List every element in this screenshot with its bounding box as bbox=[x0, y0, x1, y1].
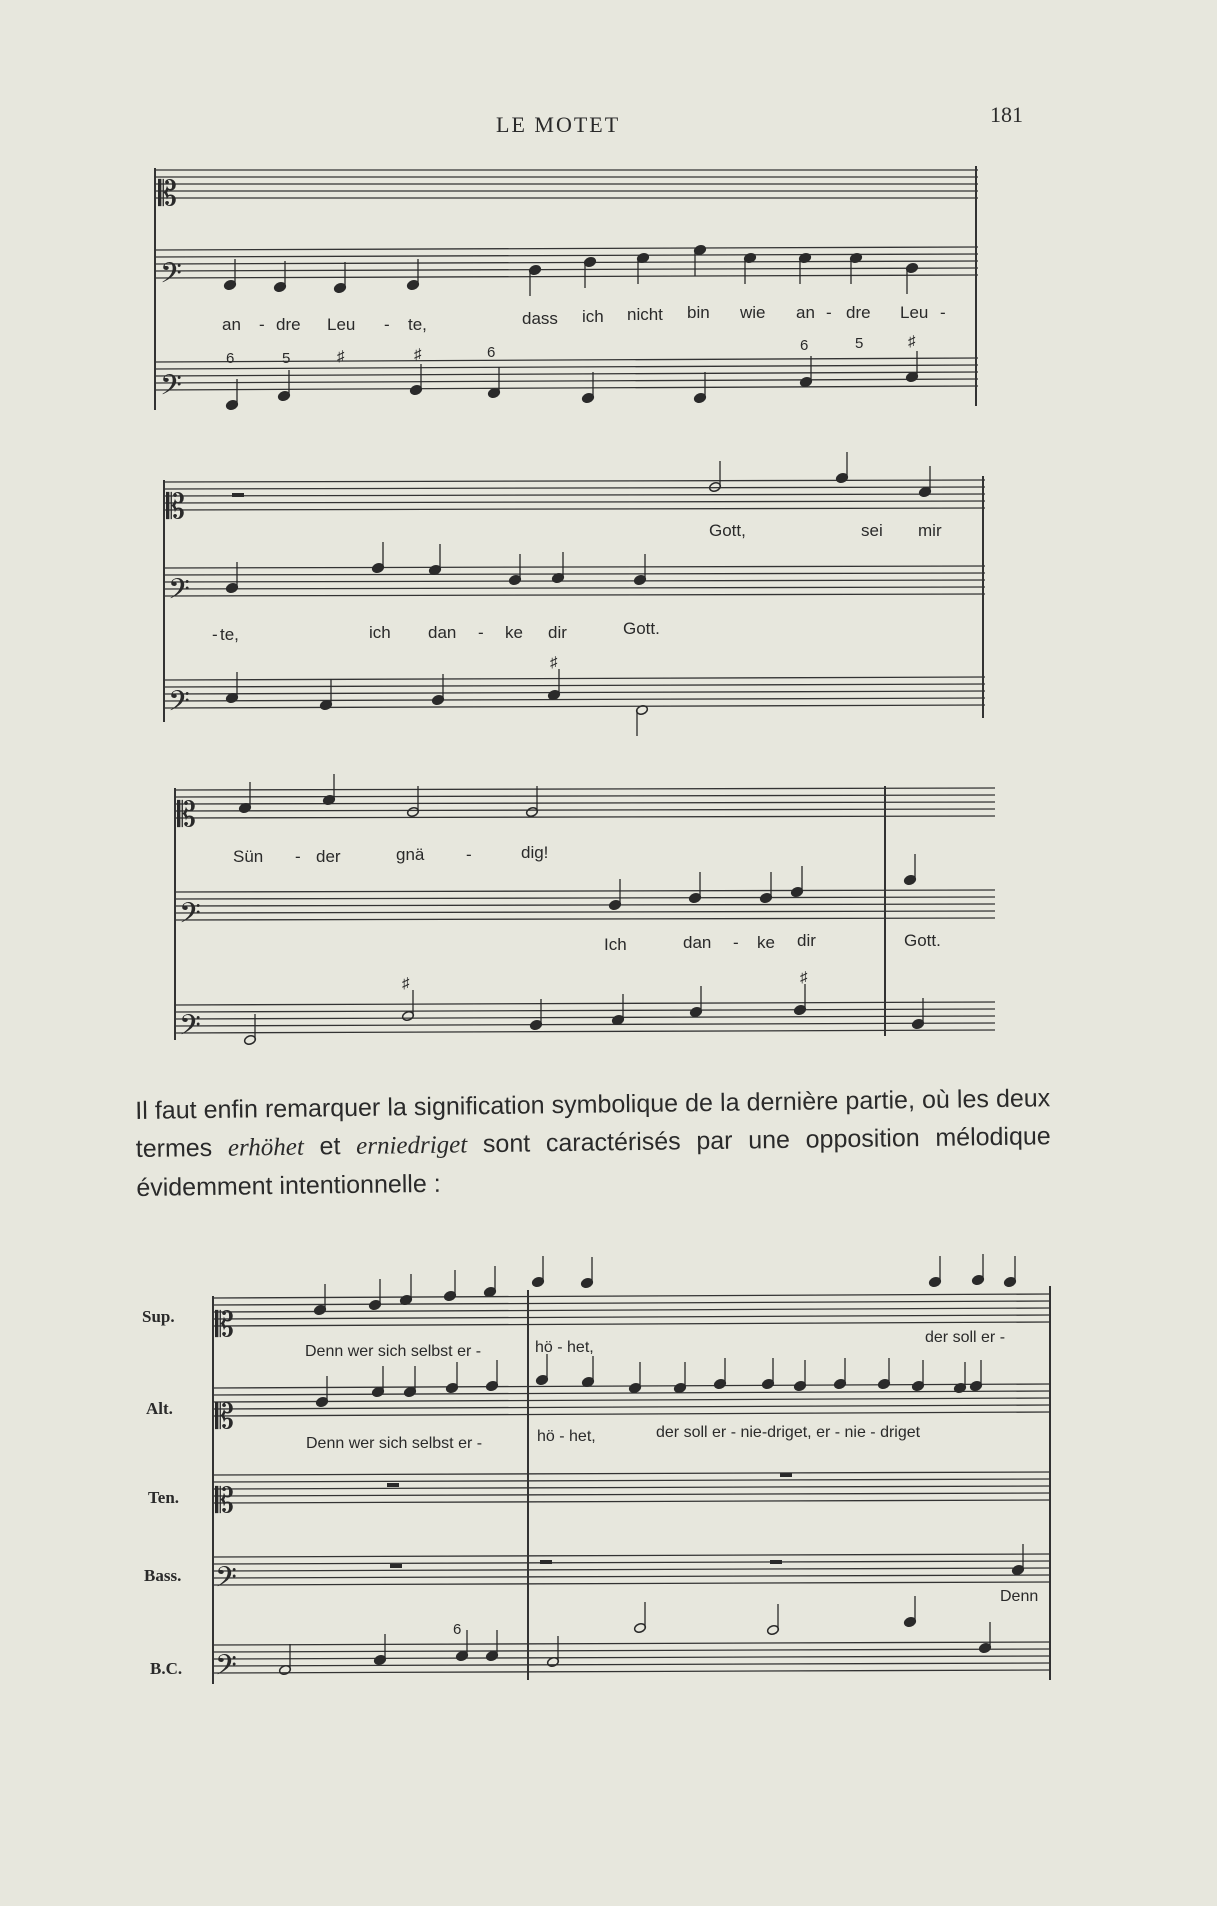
lyric: der soll er - nie-driget, er - nie - driget bbox=[656, 1424, 921, 1441]
staff-line bbox=[175, 809, 995, 811]
clef-icon: 𝄢 bbox=[168, 685, 190, 725]
lyric: an bbox=[222, 315, 241, 334]
body-paragraph bbox=[135, 1079, 1052, 1207]
staff-line bbox=[213, 1493, 1050, 1496]
staff-line bbox=[213, 1670, 1050, 1673]
staff-line bbox=[155, 379, 978, 383]
part-label-bass: Bass. bbox=[144, 1566, 182, 1585]
staff-line bbox=[175, 897, 995, 899]
staff-line bbox=[175, 788, 995, 790]
lyric: ke bbox=[757, 933, 775, 952]
staff-line bbox=[175, 795, 995, 797]
lyric: dre bbox=[846, 303, 871, 322]
staff-line bbox=[175, 890, 995, 892]
system1-lyrics bbox=[222, 303, 946, 334]
staff-line bbox=[155, 372, 978, 376]
staff-line bbox=[175, 904, 995, 906]
staff-line bbox=[213, 1656, 1050, 1659]
lyric: dan bbox=[428, 623, 457, 642]
lyric: gnä bbox=[396, 845, 425, 864]
staff-line bbox=[164, 508, 985, 510]
lyric: - bbox=[826, 303, 832, 322]
lyric: nicht bbox=[627, 305, 663, 324]
rest-icon bbox=[232, 493, 244, 497]
page-number: 181 bbox=[990, 102, 1023, 127]
lyric: - bbox=[733, 933, 739, 952]
figure: 5 bbox=[855, 335, 864, 352]
staff-line bbox=[164, 580, 985, 582]
staff-line bbox=[213, 1398, 1050, 1402]
lyric: - bbox=[259, 315, 265, 334]
lyric: dir bbox=[548, 623, 567, 642]
clef-icon: 𝄡 bbox=[215, 1481, 234, 1521]
prose-text: et bbox=[303, 1131, 357, 1161]
part-label-continuo: B.C. bbox=[150, 1659, 183, 1678]
staff-line bbox=[164, 587, 985, 589]
staff-line bbox=[213, 1642, 1050, 1645]
clef-icon: 𝄡 bbox=[215, 1305, 234, 1345]
staff-line bbox=[164, 698, 985, 701]
staff-line bbox=[175, 816, 995, 818]
staff-line bbox=[164, 566, 985, 568]
lyric: dan bbox=[683, 933, 712, 952]
system4-part-labels bbox=[142, 1307, 182, 1678]
staff-line bbox=[164, 684, 985, 687]
staff-line bbox=[213, 1575, 1050, 1578]
staff-line bbox=[175, 1023, 995, 1026]
figure: 5 bbox=[282, 350, 291, 367]
rest-icon bbox=[390, 1564, 402, 1568]
staff-line bbox=[213, 1554, 1050, 1557]
lyric: bin bbox=[687, 303, 710, 322]
system2-lyrics bbox=[212, 521, 942, 644]
rest-icon bbox=[540, 1560, 552, 1564]
clef-icon: 𝄢 bbox=[160, 257, 182, 297]
staff-line bbox=[164, 691, 985, 694]
clef-icon: 𝄡 bbox=[177, 795, 196, 835]
staff-line bbox=[164, 494, 985, 496]
clef-icon: 𝄡 bbox=[166, 487, 185, 527]
staff-line bbox=[175, 1016, 995, 1019]
figure: ♯ bbox=[550, 654, 558, 671]
clef-icon: 𝄢 bbox=[179, 1009, 201, 1049]
clef-icon: 𝄢 bbox=[168, 573, 190, 613]
lyric: wie bbox=[740, 303, 766, 322]
staff-line bbox=[155, 365, 978, 369]
clef-icon: 𝄢 bbox=[179, 897, 201, 937]
staff-line bbox=[213, 1405, 1050, 1409]
clef-icon: 𝄡 bbox=[158, 174, 177, 214]
staff-line bbox=[164, 594, 985, 596]
lyric: - bbox=[384, 315, 390, 334]
figure: 6 bbox=[226, 350, 235, 367]
staff-line bbox=[155, 275, 978, 278]
staff-line bbox=[213, 1301, 1050, 1305]
lyric: Ich bbox=[604, 935, 627, 954]
lyric: te, bbox=[408, 315, 427, 334]
lyric: ke bbox=[505, 623, 523, 642]
staff-line bbox=[213, 1486, 1050, 1489]
prose-text: Il faut enfin remarquer la signification symbolique de la dernière partie, où les deux termes bbox=[135, 1084, 1051, 1163]
staff-line bbox=[213, 1315, 1050, 1319]
staff-line bbox=[175, 1009, 995, 1012]
part-label-alto: Alt. bbox=[146, 1399, 173, 1418]
lyric: ich bbox=[582, 307, 604, 326]
staff-line bbox=[213, 1582, 1050, 1585]
figure: ♯ bbox=[908, 333, 916, 350]
staff-line bbox=[164, 487, 985, 489]
figure: 6 bbox=[800, 337, 809, 354]
lyric: dig! bbox=[521, 843, 549, 862]
lyric: der soll er - bbox=[925, 1329, 1006, 1346]
staff-line bbox=[175, 1002, 995, 1005]
staff-line bbox=[155, 386, 978, 390]
lyric: dre bbox=[276, 315, 301, 334]
staff-line bbox=[213, 1412, 1050, 1416]
clef-icon: 𝄢 bbox=[160, 369, 182, 409]
lyric: - bbox=[478, 623, 484, 642]
staff-line bbox=[213, 1322, 1050, 1326]
term-erhoehet: erhöhet bbox=[227, 1133, 305, 1162]
rest-icon bbox=[770, 1560, 782, 1564]
staff-line bbox=[175, 918, 995, 920]
lyric: - bbox=[940, 303, 946, 322]
running-header: LE MOTET bbox=[496, 112, 621, 137]
lyric: Denn wer sich selbst er - bbox=[306, 1435, 483, 1452]
staff-line bbox=[213, 1649, 1050, 1652]
staff-line bbox=[213, 1663, 1050, 1666]
staff-line bbox=[213, 1472, 1050, 1475]
staff-line bbox=[213, 1479, 1050, 1482]
figure: ♯ bbox=[402, 975, 410, 992]
figure: 6 bbox=[453, 1621, 462, 1638]
clef-icon: 𝄢 bbox=[215, 1561, 237, 1601]
staff-line bbox=[213, 1561, 1050, 1564]
lyric: Gott, bbox=[709, 521, 746, 540]
staff-line bbox=[155, 247, 978, 250]
lyric: an bbox=[796, 303, 815, 322]
staff-line bbox=[213, 1294, 1050, 1298]
figure: ♯ bbox=[800, 969, 808, 986]
staff-line bbox=[164, 480, 985, 482]
lyric: hö - het, bbox=[535, 1339, 594, 1356]
lyric: mir bbox=[918, 521, 942, 540]
rest-icon bbox=[780, 1473, 792, 1477]
staff-line bbox=[164, 573, 985, 575]
lyric: Denn bbox=[1000, 1588, 1039, 1605]
lyric: Gott. bbox=[623, 619, 660, 638]
part-label-tenor: Ten. bbox=[148, 1488, 180, 1507]
staff-line bbox=[213, 1568, 1050, 1571]
lyric: - bbox=[466, 845, 472, 864]
staff-line bbox=[175, 802, 995, 804]
figure: 6 bbox=[487, 344, 496, 361]
lyric: - bbox=[295, 847, 301, 866]
clef-icon: 𝄢 bbox=[215, 1649, 237, 1689]
lyric: Leu bbox=[327, 315, 356, 334]
clef-icon: 𝄡 bbox=[215, 1397, 234, 1437]
lyric: Sün bbox=[233, 847, 264, 866]
staff-line bbox=[164, 677, 985, 680]
rest-icon bbox=[387, 1483, 399, 1487]
staff-line bbox=[164, 501, 985, 503]
lyric: der bbox=[316, 847, 341, 866]
lyric: sei bbox=[861, 521, 883, 540]
term-erniedriget: erniedriget bbox=[355, 1131, 468, 1160]
staff-line bbox=[213, 1308, 1050, 1312]
lyric: Gott. bbox=[904, 931, 941, 950]
system1-figures bbox=[226, 333, 916, 367]
staff-line bbox=[213, 1500, 1050, 1503]
lyric: ich bbox=[369, 623, 391, 642]
figure: ♯ bbox=[414, 346, 422, 363]
lyric: Leu bbox=[900, 303, 929, 322]
system3-figures bbox=[402, 969, 808, 992]
figure: ♯ bbox=[337, 348, 345, 365]
staff-line bbox=[175, 1030, 995, 1033]
staff-line bbox=[155, 268, 978, 271]
system2-figures bbox=[550, 654, 558, 671]
staff-line bbox=[155, 358, 978, 362]
staff-line bbox=[175, 911, 995, 913]
lyric: dir bbox=[797, 931, 816, 950]
lyric: te, bbox=[220, 625, 239, 644]
lyric: Denn wer sich selbst er - bbox=[305, 1343, 482, 1360]
lyric: hö - het, bbox=[537, 1428, 596, 1445]
part-label-soprano: Sup. bbox=[142, 1307, 175, 1326]
lyric: - bbox=[212, 625, 218, 644]
staff-line bbox=[164, 705, 985, 708]
prose-text: sont caractérisés par une opposition mélodique évidemment intentionnelle : bbox=[136, 1122, 1051, 1202]
lyric: dass bbox=[522, 309, 558, 328]
system4-figures bbox=[453, 1621, 461, 1638]
